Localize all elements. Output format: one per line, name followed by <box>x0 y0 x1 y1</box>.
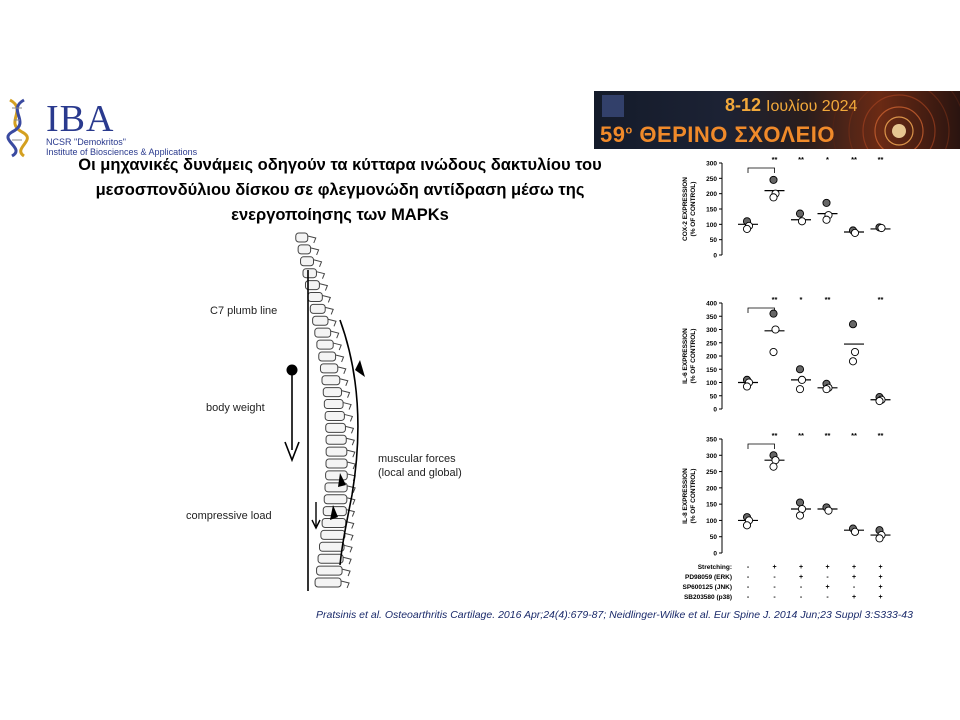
y-tick-label: 50 <box>709 534 717 542</box>
data-point <box>823 386 830 393</box>
logo-subtitle-line1: NCSR "Demokritos" <box>46 137 126 147</box>
treatment-label: SB203580 (p38) <box>683 594 732 601</box>
data-point <box>796 210 803 217</box>
data-point <box>743 383 750 390</box>
vertebra-process <box>345 426 353 433</box>
treatment-value: + <box>851 564 857 571</box>
expression-charts <box>670 155 930 607</box>
significance-marker: ** <box>798 155 804 164</box>
vertebra-process <box>343 557 351 564</box>
treatment-value: - <box>773 584 776 591</box>
significance-marker: ** <box>877 431 884 440</box>
vertebra <box>326 447 347 456</box>
treatment-value: + <box>798 574 804 581</box>
data-point <box>825 507 832 514</box>
data-point <box>770 194 777 201</box>
vertebra <box>326 459 347 468</box>
data-point <box>772 326 779 333</box>
vertebra <box>317 566 343 575</box>
body-weight-arrow-icon <box>282 362 302 462</box>
vertebra <box>298 245 310 254</box>
logo-name: IBA <box>46 98 115 140</box>
significance-marker: ** <box>771 155 778 164</box>
vertebra-process <box>331 331 339 338</box>
treatment-value: + <box>878 564 883 571</box>
data-point <box>770 463 777 470</box>
vertebra <box>324 400 343 409</box>
banner-school: ΘΕΡΙΝΟ ΣΧΟΛΕΙΟ <box>639 122 835 147</box>
y-tick-label: 150 <box>706 206 717 214</box>
treatment-value: - <box>799 584 803 591</box>
vertebra <box>321 530 345 539</box>
muscular-forces-line2: (local and global) <box>378 467 462 479</box>
data-point <box>823 199 830 206</box>
vertebra-process <box>325 307 333 314</box>
vertebra-process <box>316 272 324 279</box>
citation: Pratsinis et al. Osteoarthritis Cartilage. 2016 Apr;24(4):679-87; Neidlinger-Wilke et al. Eur Spine J. 2014 Jun;23 Suppl 3:S333-43 <box>316 609 913 621</box>
y-tick-label: 350 <box>706 313 717 321</box>
data-point <box>851 348 858 355</box>
vertebra-process <box>342 569 350 576</box>
vertebra-process <box>344 545 352 552</box>
data-point <box>876 397 883 404</box>
significance-marker: ** <box>877 295 884 304</box>
significance-bracket <box>748 444 775 449</box>
vertebra <box>315 328 331 337</box>
muscular-forces-line1: muscular forces <box>378 453 456 465</box>
vertebra-process <box>314 260 322 267</box>
treatment-value: - <box>852 584 856 591</box>
y-tick-label: 400 <box>706 300 717 308</box>
banner-date <box>725 95 857 116</box>
muscular-forces-label <box>378 452 462 480</box>
y-tick-label: 250 <box>706 340 717 348</box>
banner-number: 59 <box>600 122 626 147</box>
y-tick-label: 100 <box>706 221 717 229</box>
y-tick-label: 350 <box>706 436 717 444</box>
vertebra-process <box>311 248 319 255</box>
data-point <box>849 358 856 365</box>
y-axis-label: IL-6 EXPRESSION(% OF CONTROL) <box>682 328 697 384</box>
vertebra-process <box>347 462 355 469</box>
significance-marker: ** <box>824 295 831 304</box>
treatment-value: - <box>746 594 750 601</box>
vertebra <box>323 388 341 397</box>
treatment-value: - <box>826 594 829 601</box>
vertebra-process <box>319 284 327 291</box>
treatment-value: + <box>878 574 883 581</box>
data-point <box>878 224 885 231</box>
data-point <box>770 310 777 317</box>
vertebra-process <box>338 367 346 374</box>
y-tick-label: 100 <box>706 517 717 525</box>
y-tick-label: 150 <box>706 501 717 509</box>
y-tick-label: 300 <box>706 452 717 460</box>
compressive-load-arrow-icon <box>308 500 338 530</box>
y-tick-label: 200 <box>706 353 717 361</box>
y-tick-label: 0 <box>713 252 717 260</box>
vertebra <box>296 233 308 242</box>
y-tick-label: 50 <box>709 237 717 245</box>
treatment-value: + <box>878 594 883 601</box>
treatment-value: - <box>773 594 776 601</box>
vertebra <box>320 364 337 373</box>
vertebra-process <box>336 355 344 362</box>
banner-ordinal: ο <box>625 124 633 137</box>
vertebra <box>326 423 346 432</box>
vertebra <box>322 376 340 385</box>
slide-title <box>40 153 640 228</box>
y-tick-label: 150 <box>706 366 717 374</box>
y-tick-label: 0 <box>713 550 717 558</box>
significance-marker: ** <box>771 431 778 440</box>
vertebra <box>301 257 314 266</box>
treatment-value: + <box>851 574 857 581</box>
treatment-value: + <box>772 564 777 571</box>
vertebra <box>313 316 328 325</box>
significance-marker: ** <box>851 431 857 440</box>
data-point <box>851 528 858 535</box>
vertebra <box>325 411 344 420</box>
vertebra-process <box>344 414 352 421</box>
y-tick-label: 250 <box>706 469 717 477</box>
title-line-1: Οι μηχανικές δυνάμεις οδηγούν τα κύτταρα ινώδους δακτυλίου του <box>78 156 602 174</box>
vertebra <box>310 304 325 313</box>
vertebra <box>315 578 341 587</box>
logo-subtitle-line2: Institute of Biosciences & Applications <box>46 147 198 157</box>
y-tick-label: 100 <box>706 380 717 387</box>
vertebra <box>317 340 333 349</box>
significance-marker: ** <box>851 155 857 164</box>
muscular-arrow-down-icon <box>355 360 365 377</box>
significance-marker: * <box>826 155 829 164</box>
treatment-value: + <box>798 564 804 571</box>
significance-marker: ** <box>798 431 804 440</box>
data-point <box>851 229 858 236</box>
significance-marker: ** <box>877 155 884 164</box>
vertebra <box>318 554 343 563</box>
y-tick-label: 300 <box>706 327 717 334</box>
y-axis-label: COX-2 EXPRESSION(% OF CONTROL) <box>682 177 697 241</box>
vertebra-process <box>340 379 348 386</box>
y-tick-label: 200 <box>706 191 717 199</box>
data-point <box>823 216 830 223</box>
vertebra-process <box>345 533 353 540</box>
treatment-value: + <box>851 594 857 601</box>
vertebra <box>308 292 322 301</box>
data-point <box>849 321 856 328</box>
data-point <box>798 376 805 383</box>
vertebra-process <box>342 391 350 398</box>
data-point <box>796 386 803 393</box>
y-tick-label: 0 <box>713 406 717 414</box>
data-point <box>770 176 777 183</box>
treatment-value: - <box>746 564 750 571</box>
data-point <box>796 366 803 373</box>
vertebra-process <box>308 236 316 243</box>
body-weight-label: body weight <box>206 402 265 414</box>
data-point <box>743 522 750 529</box>
vertebra <box>326 435 346 444</box>
data-point <box>796 512 803 519</box>
banner-month: Ιουλίου 2024 <box>766 98 858 115</box>
treatment-value: - <box>826 574 829 581</box>
spine-vertebrae <box>296 233 355 588</box>
vertebra-process <box>343 403 351 410</box>
vertebra <box>303 269 316 278</box>
significance-marker: * <box>799 295 803 304</box>
data-point <box>876 535 883 542</box>
vertebra-process <box>341 581 349 588</box>
treatment-value: - <box>746 574 750 581</box>
vertebra-process <box>333 343 341 350</box>
vertebra <box>326 471 348 480</box>
vertebra-process <box>347 450 355 457</box>
y-tick-label: 200 <box>706 485 717 493</box>
banner-days: 8-12 <box>725 95 762 115</box>
data-point <box>798 218 805 225</box>
treatment-value: - <box>746 584 750 591</box>
treatment-label: PD98059 (ERK) <box>685 574 732 581</box>
treatment-value: + <box>825 584 830 591</box>
treatment-value: - <box>773 574 776 581</box>
treatment-value: - <box>799 594 803 601</box>
vertebra <box>319 542 344 551</box>
data-point <box>743 225 750 232</box>
vertebra <box>319 352 336 361</box>
compressive-load-label: compressive load <box>186 510 272 522</box>
vertebra-process <box>322 295 330 302</box>
significance-marker: ** <box>824 431 831 440</box>
data-point <box>770 348 777 355</box>
significance-marker: ** <box>771 295 778 304</box>
title-line-3: ενεργοποίησης των MAPKs <box>231 206 449 224</box>
treatment-value: + <box>825 564 830 571</box>
banner-title <box>600 122 835 148</box>
treatment-label: Stretching: <box>697 564 732 571</box>
treatment-label: SP600125 (JNK) <box>682 584 732 591</box>
vertebra-process <box>328 319 336 326</box>
y-axis-label: IL-8 EXPRESSION(% OF CONTROL) <box>682 468 697 524</box>
y-tick-label: 250 <box>706 175 717 183</box>
treatment-value: + <box>878 584 883 591</box>
title-line-2: μεσοσπονδύλιου δίσκου σε φλεγμονώδη αντίδραση μέσω της <box>95 181 585 199</box>
y-tick-label: 50 <box>709 393 717 401</box>
c7-plumb-line-label: C7 plumb line <box>210 305 278 317</box>
significance-bracket <box>748 168 775 173</box>
vertebra-process <box>346 438 354 445</box>
y-tick-label: 300 <box>706 160 717 168</box>
